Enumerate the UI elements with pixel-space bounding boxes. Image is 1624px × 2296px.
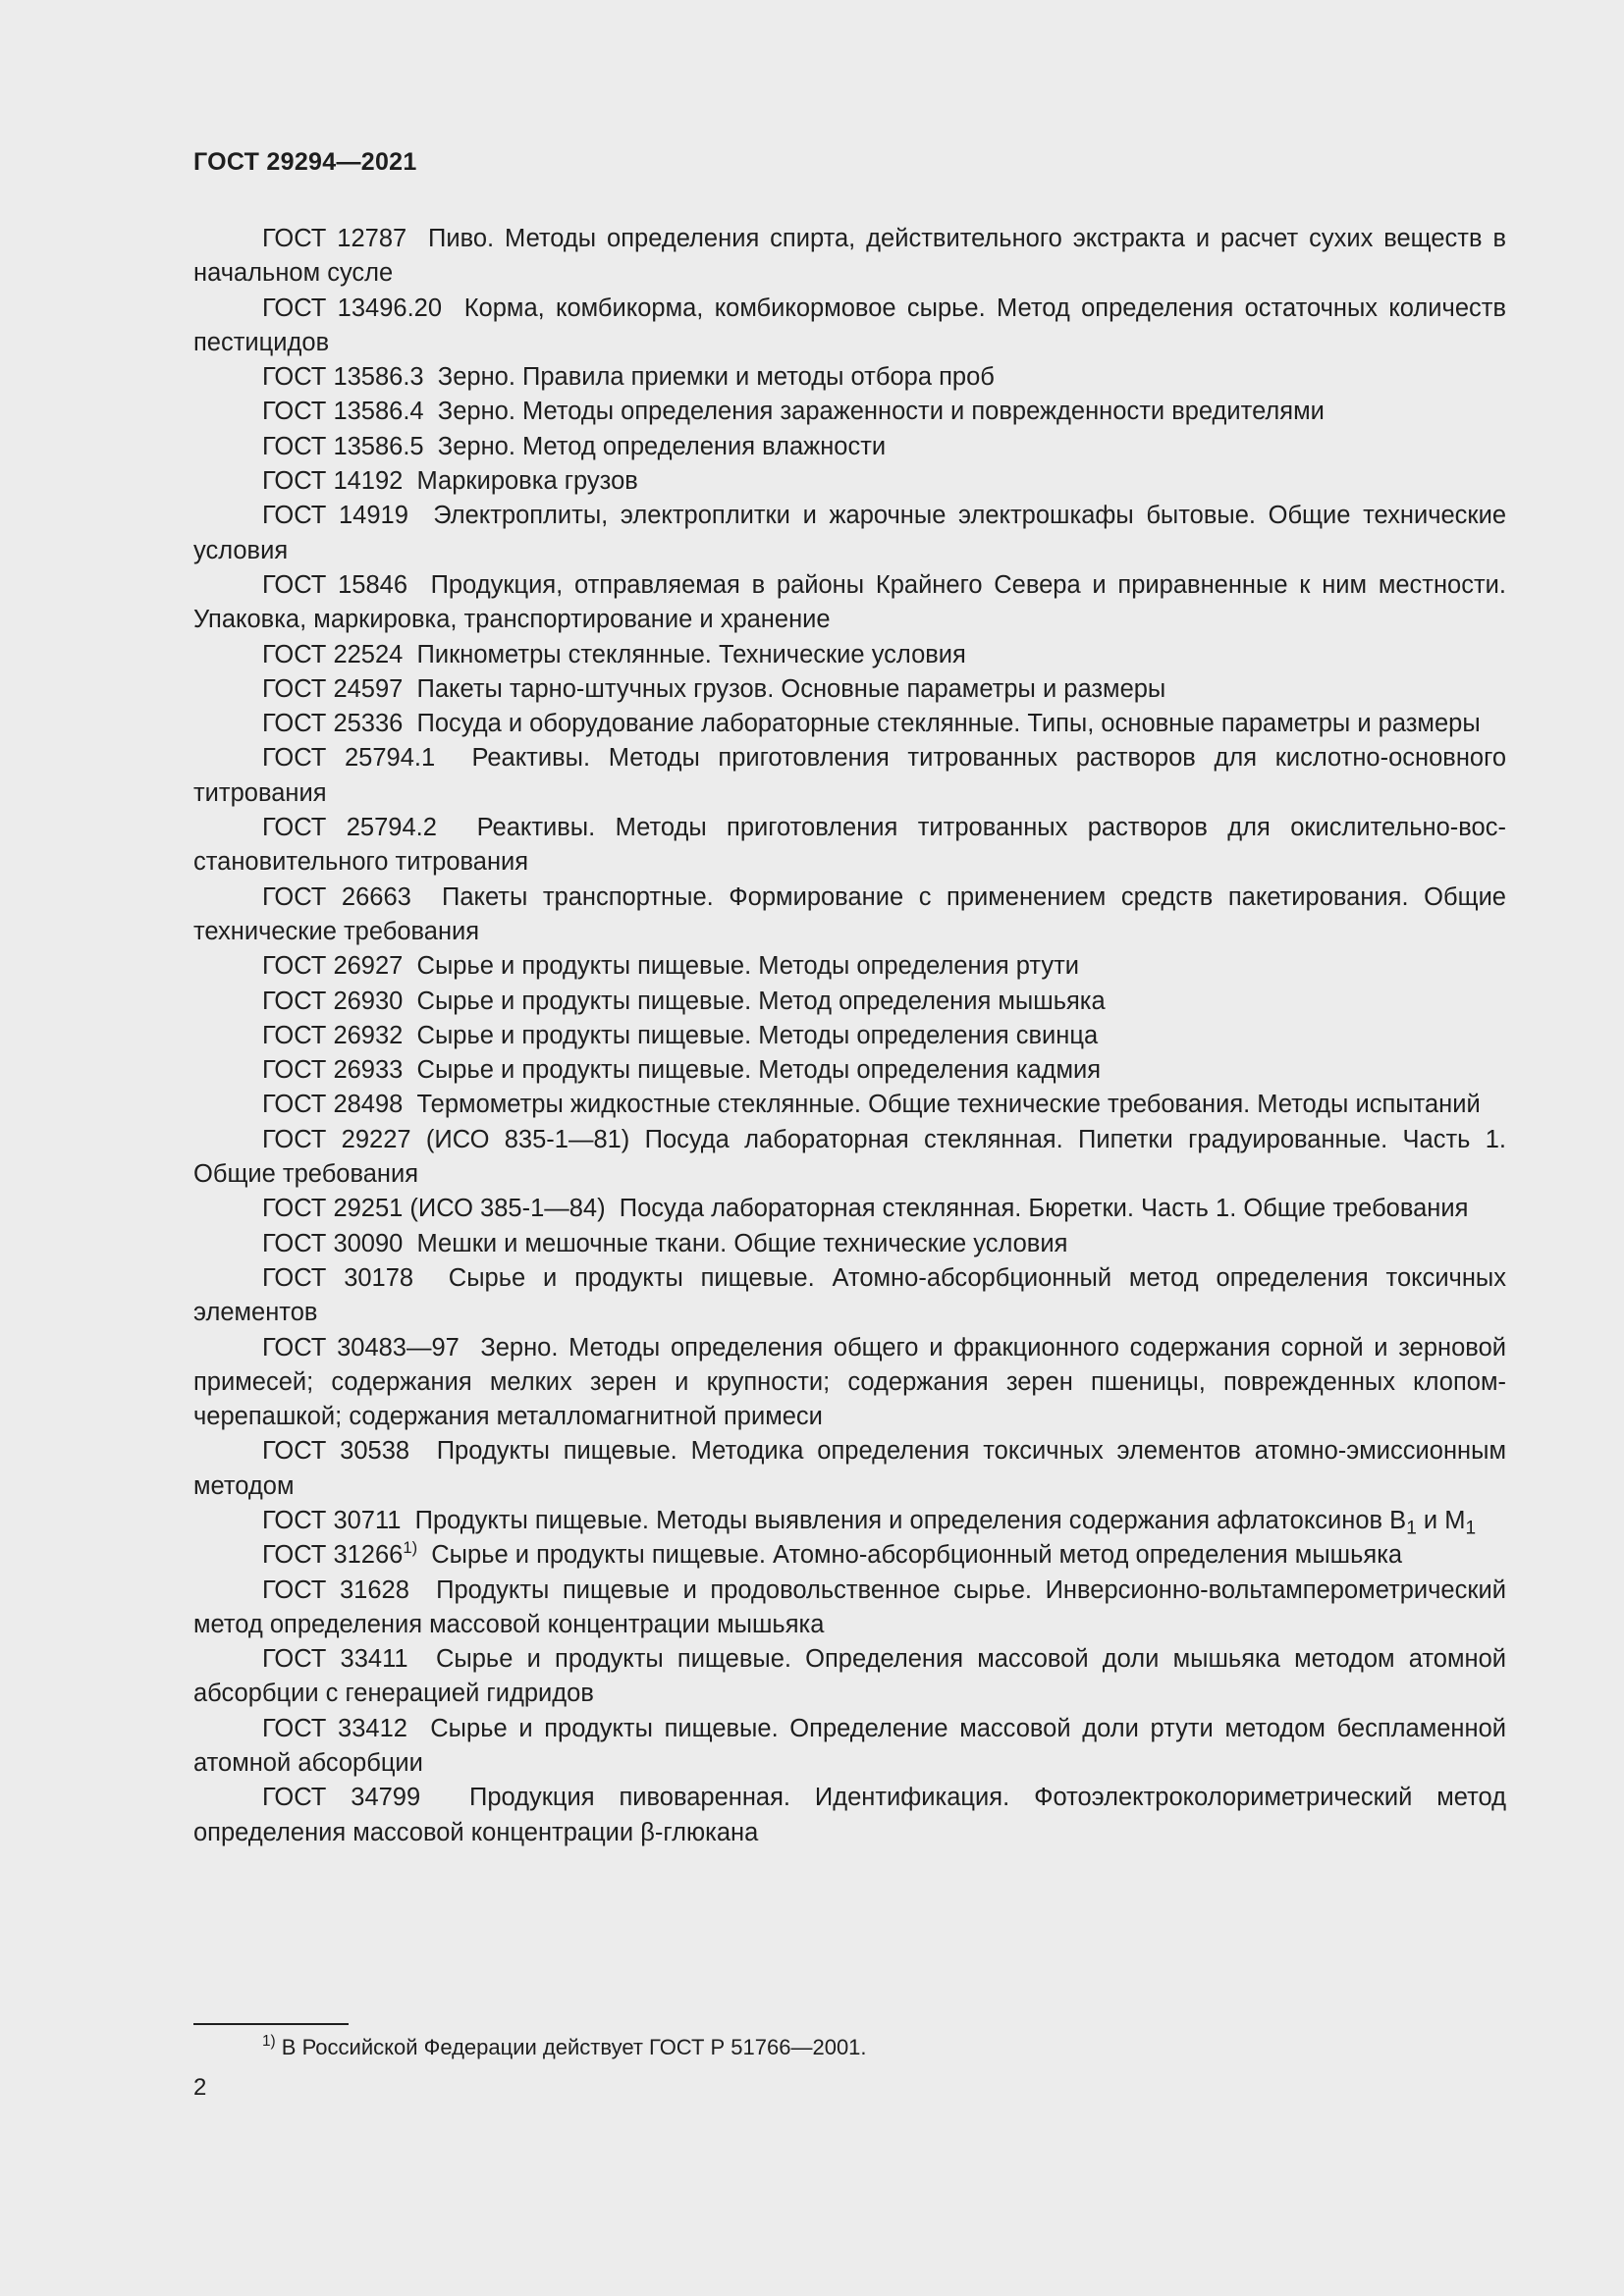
reference-title: Продукция, отправляемая в районы Крайнего Севера и приравненные к ним местности. Упаковка, маркировка, транспортирование и хранение [193,570,1506,634]
reference-item [193,1712,1506,1782]
reference-title: Посуда лабораторная стеклянная. Бюретки. Часть 1. Общие требования [619,1195,1469,1223]
reference-item [193,881,1506,950]
reference-item [193,1227,1506,1261]
reference-code: ГОСТ 26663 [262,882,411,911]
reference-code: ГОСТ 30711 [262,1506,402,1534]
reference-item [193,568,1506,638]
reference-title: Зерно. Правила приемки и методы отбора проб [437,363,995,392]
footnote-text: В Российской Федерации действует ГОСТ Р 51766—2001. [275,2035,867,2059]
footnote-marker: 1) [262,2032,276,2050]
reference-code: ГОСТ 26932 [262,1021,404,1049]
reference-item [193,1123,1506,1193]
reference-title-continued: и M [1416,1506,1466,1534]
footnote [262,2033,867,2062]
reference-item [193,292,1506,361]
reference-title: Продукты пищевые. Методика определения токсичных элементов атомно-эмиссионным методом [193,1437,1506,1500]
reference-code: ГОСТ 26927 [262,952,404,981]
reference-title: Продукты пищевые и продовольственное сырье. Инверсионно-вольтамперометрический метод определения массовой концентрации мышьяка [193,1575,1506,1638]
reference-title: Продукция пивоваренная. Идентификация. Фотоэлектроколориметрический метод определения массовой концентрации β-глюкана [193,1784,1506,1846]
reference-code: ГОСТ 25794.2 [262,814,437,842]
reference-item [193,430,1506,464]
page-number: 2 [193,2074,207,2101]
reference-item [193,1053,1506,1088]
reference-title: Сырье и продукты пищевые. Методы определения свинца [416,1021,1099,1049]
reference-code: ГОСТ 26930 [262,987,404,1015]
reference-item [193,1642,1506,1712]
document-header-title: ГОСТ 29294—2021 [193,148,417,176]
reference-code: ГОСТ 30090 [262,1229,404,1257]
reference-code: ГОСТ 34799 [262,1784,421,1812]
reference-item [193,499,1506,568]
reference-title: Зерно. Методы определения общего и фракционного содержания сорной и зерновой примесей; содержания мелких зерен и крупности; содержания зерен пшеницы, поврежденных клопом-черепашкой; содержания металломагнитной примеси [193,1333,1506,1431]
reference-title: Пикнометры стеклянные. Технические условия [416,640,966,668]
reference-title: Реактивы. Методы приготовления титрованных растворов для кислотно-основного титрования [193,744,1507,807]
reference-title: Корма, комбикорма, комбикормовое сырье. Метод определения остаточных количеств пестицидов [193,294,1506,356]
reference-item [193,1781,1506,1850]
reference-code: ГОСТ 25794.1 [262,744,436,773]
reference-item [193,811,1506,881]
reference-item [193,741,1506,811]
reference-item [193,1261,1506,1331]
reference-item [193,1538,1506,1573]
reference-title: Реактивы. Методы приготовления титрованных растворов для окислительно-восстановительного титрования [193,814,1506,877]
reference-code: ГОСТ 22524 [262,640,404,668]
reference-item [193,638,1506,672]
reference-item [193,1088,1506,1122]
reference-title: Сырье и продукты пищевые. Атомно-абсорбционный метод определения мышьяка [431,1541,1403,1570]
reference-item [193,949,1506,984]
reference-code: ГОСТ 13586.4 [262,398,424,426]
reference-item [193,1504,1506,1538]
reference-item [193,360,1506,395]
reference-code: ГОСТ 25336 [262,710,404,738]
reference-title: Сырье и продукты пищевые. Определения массовой доли мышьяка методом атомной абсорбции с генерацией гидридов [193,1645,1507,1708]
reference-code: ГОСТ 15846 [262,570,408,599]
reference-code: ГОСТ 13586.3 [262,363,424,392]
reference-title: Пакеты транспортные. Формирование с применением средств пакетирования. Общие технические требования [193,882,1506,945]
footnote-divider [193,2023,349,2025]
reference-code: ГОСТ 31266 [262,1541,404,1570]
reference-item [193,1019,1506,1053]
reference-item [193,395,1506,429]
reference-title: Сырье и продукты пищевые. Определение массовой доли ртути методом беспламенной атомной абсорбции [193,1714,1506,1778]
reference-title: Посуда и оборудование лабораторные стеклянные. Типы, основные параметры и размеры [416,710,1481,738]
reference-title: Сырье и продукты пищевые. Метод определения мышьяка [416,987,1106,1015]
reference-title: Посуда лабораторная стеклянная. Пипетки градуированные. Часть 1. Общие требования [193,1125,1507,1189]
reference-code: ГОСТ 13586.5 [262,432,424,460]
reference-code: ГОСТ 30483—97 [262,1333,460,1362]
reference-title: Продукты пищевые. Методы выявления и определения содержания афлатоксинов B [414,1506,1407,1534]
reference-title: Пиво. Методы определения спирта, действительного экстракта и расчет сухих веществ в начальном сусле [193,225,1506,288]
reference-code: ГОСТ 29251 (ИСО 385-1—84) [262,1195,606,1223]
reference-item [193,1192,1506,1226]
reference-item [193,672,1506,707]
reference-title: Сырье и продукты пищевые. Атомно-абсорбционный метод определения токсичных элементов [193,1263,1507,1327]
reference-code: ГОСТ 24597 [262,674,404,703]
reference-item [193,985,1506,1019]
reference-title: Сырье и продукты пищевые. Методы определения ртути [416,952,1079,981]
reference-code: ГОСТ 14192 [262,467,404,496]
normative-references-list [193,222,1506,1850]
reference-item [193,464,1506,499]
reference-item [193,222,1506,292]
reference-code: ГОСТ 33412 [262,1714,407,1742]
reference-code: ГОСТ 29227 (ИСО 835-1—81) [262,1125,630,1153]
reference-title: Зерно. Методы определения зараженности и поврежденности вредителями [437,398,1325,426]
reference-code: ГОСТ 30538 [262,1437,410,1466]
reference-item [193,1331,1506,1435]
subscript-index: 1 [1465,1518,1477,1539]
reference-item [193,707,1506,741]
reference-code: ГОСТ 28498 [262,1091,404,1119]
reference-code: ГОСТ 14919 [262,502,408,530]
reference-code: ГОСТ 26933 [262,1056,404,1085]
reference-item [193,1434,1506,1504]
reference-title: Мешки и мешочные ткани. Общие технические условия [416,1229,1068,1257]
subscript-index: 1 [1406,1518,1417,1539]
footnote-marker: 1) [403,1538,418,1558]
reference-code: ГОСТ 31628 [262,1575,409,1604]
reference-code: ГОСТ 33411 [262,1645,408,1674]
reference-title: Маркировка грузов [416,467,638,496]
reference-item [193,1574,1506,1643]
reference-code: ГОСТ 13496.20 [262,294,443,322]
reference-code: ГОСТ 12787 [262,225,407,252]
reference-title: Сырье и продукты пищевые. Методы определения кадмия [416,1056,1102,1085]
reference-title: Зерно. Метод определения влажности [437,432,887,460]
reference-title: Пакеты тарно-штучных грузов. Основные параметры и размеры [416,674,1166,703]
reference-code: ГОСТ 30178 [262,1263,414,1292]
reference-title: Электроплиты, электроплитки и жарочные электрошкафы бытовые. Общие технические условия [193,502,1507,564]
reference-title: Термометры жидкостные стеклянные. Общие технические требования. Методы испытаний [416,1091,1481,1119]
